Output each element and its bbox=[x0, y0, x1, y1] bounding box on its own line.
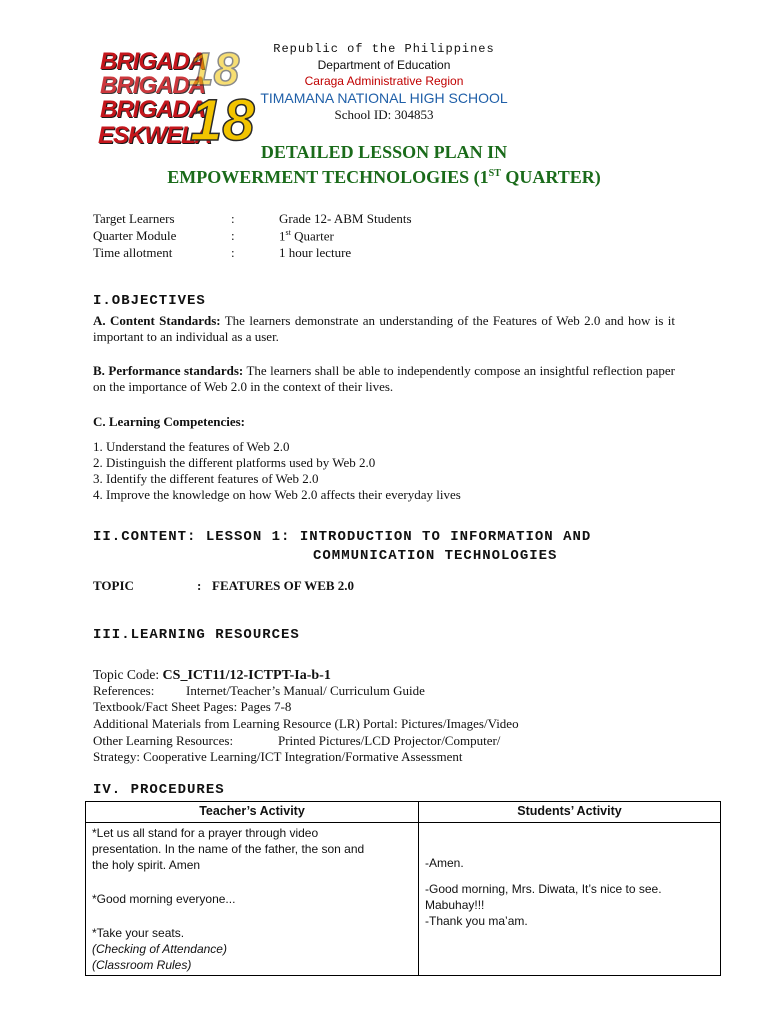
teacher-greeting: *Good morning everyone... bbox=[92, 892, 236, 906]
performance-standards: B. Performance standards: The learners shall be able to independently compose an insightful reflection paper on the importance of Web 2.0 in the context of their lives. bbox=[93, 363, 675, 394]
topic-code: Topic Code: CS_ICT11/12-ICTPT-Ia-b-1 bbox=[93, 667, 331, 683]
procedures-table bbox=[85, 801, 721, 976]
other-resources-value: Printed Pictures/LCD Projector/Computer/ bbox=[278, 733, 501, 748]
topic-label: TOPIC bbox=[93, 578, 134, 593]
header-department: Department of Education bbox=[317, 58, 451, 72]
students-amen: -Amen. bbox=[425, 856, 464, 870]
title-line2: EMPOWERMENT TECHNOLOGIES (1ST QUARTER) bbox=[167, 167, 601, 187]
competency-1: 1. Understand the features of Web 2.0 bbox=[93, 439, 290, 454]
students-thanks: -Thank you ma’am. bbox=[425, 914, 528, 928]
section-resources-heading: III.LEARNING RESOURCES bbox=[93, 627, 300, 643]
other-resources-label: Other Learning Resources: bbox=[93, 733, 234, 748]
section-procedures-heading: IV. PROCEDURES bbox=[93, 782, 225, 798]
teacher-prayer-line1: *Let us all stand for a prayer through video bbox=[92, 826, 319, 840]
references-value: Internet/Teacher’s Manual/ Curriculum Guide bbox=[186, 683, 425, 698]
additional-materials: Additional Materials from Learning Resource (LR) Portal: Pictures/Images/Video bbox=[93, 716, 519, 731]
teacher-activity-cell bbox=[86, 823, 419, 976]
students-greeting-line2: Mabuhay!!! bbox=[425, 898, 485, 912]
teacher-classroom-rules: (Classroom Rules) bbox=[92, 958, 192, 972]
table-header-row bbox=[86, 802, 721, 823]
table-row bbox=[86, 823, 721, 976]
teacher-prayer-line3: the holy spirit. Amen bbox=[92, 858, 201, 872]
header-school: TIMAMANA NATIONAL HIGH SCHOOL bbox=[260, 90, 508, 106]
topic-separator: : bbox=[197, 578, 202, 593]
teacher-prayer-line2: presentation. In the name of the father, the son and bbox=[92, 842, 365, 856]
header-region: Caraga Administrative Region bbox=[304, 74, 464, 88]
logo-number-back: 18 bbox=[188, 43, 240, 95]
references-label: References: bbox=[93, 683, 155, 698]
section-objectives-heading: I.OBJECTIVES bbox=[93, 293, 206, 309]
students-activity-cell bbox=[419, 823, 721, 976]
textbook-pages: Textbook/Fact Sheet Pages: Pages 7-8 bbox=[93, 699, 292, 714]
learning-competencies-label: C. Learning Competencies: bbox=[93, 414, 246, 429]
students-activity-header: Students’ Activity bbox=[419, 802, 721, 823]
logo-text-line2: BRIGADA bbox=[100, 72, 205, 99]
strategy: Strategy: Cooperative Learning/ICT Integration/Formative Assessment bbox=[93, 749, 463, 764]
logo-text-line4: ESKWELA bbox=[98, 122, 211, 149]
topic-value: FEATURES OF WEB 2.0 bbox=[212, 578, 355, 593]
title-line1: DETAILED LESSON PLAN IN bbox=[260, 142, 508, 162]
teacher-take-seats: *Take your seats. bbox=[92, 926, 185, 940]
competency-4: 4. Improve the knowledge on how Web 2.0 affects their everyday lives bbox=[93, 487, 461, 502]
logo-text-line1: BRIGADA bbox=[100, 48, 205, 75]
header-republic: Republic of the Philippines bbox=[273, 42, 495, 56]
competency-3: 3. Identify the different features of Web 2.0 bbox=[93, 471, 319, 486]
teacher-attendance: (Checking of Attendance) bbox=[92, 942, 227, 956]
content-standards: A. Content Standards: The learners demonstrate an understanding of the Features of Web 2.0 and how is it important to an individual as a user. bbox=[93, 313, 676, 344]
students-greeting-line1: -Good morning, Mrs. Diwata, It’s nice to see. bbox=[425, 882, 662, 896]
competency-2: 2. Distinguish the different platforms used by Web 2.0 bbox=[93, 455, 376, 470]
header-school-id: School ID: 304853 bbox=[334, 107, 434, 122]
logo-number: 18 bbox=[190, 88, 255, 153]
logo-text-line3: BRIGADA bbox=[100, 96, 205, 123]
teacher-activity-header: Teacher’s Activity bbox=[86, 802, 419, 823]
section-content-lesson-line2: COMMUNICATION TECHNOLOGIES bbox=[313, 548, 558, 564]
section-content-heading: II.CONTENT: LESSON 1: INTRODUCTION TO INFORMATION AND bbox=[93, 529, 592, 545]
